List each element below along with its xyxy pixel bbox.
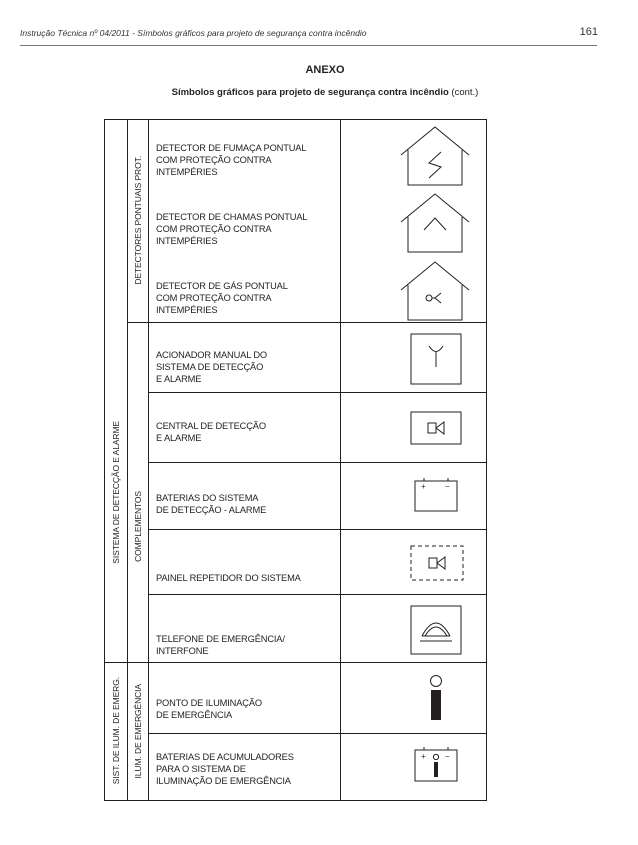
page-number: 161 — [579, 26, 598, 38]
row-description: CENTRAL DE DETECÇÃO E ALARME — [156, 421, 266, 443]
running-header — [20, 28, 598, 38]
table-border — [104, 119, 487, 120]
control-panel-icon — [410, 411, 462, 445]
page-subtitle — [0, 87, 638, 98]
column-divider — [148, 119, 149, 801]
repeater-panel-icon — [409, 544, 465, 582]
row-description: ACIONADOR MANUAL DO SISTEMA DE DETECÇÃO E ALARME — [156, 350, 267, 384]
group-label-detection-alarm: SISTEMA DE DETECÇÃO E ALARME — [110, 420, 121, 564]
row-description: DETECTOR DE CHAMAS PONTUAL COM PROTEÇÃO CONTRA INTEMPÉRIES — [156, 212, 308, 246]
table-border — [104, 800, 487, 801]
subtitle-bold: Símbolos gráficos para projeto de segurança contra incêndio — [171, 87, 449, 98]
row-description: BATERIAS DO SISTEMA DE DETECÇÃO - ALARME — [156, 493, 267, 515]
emergency-phone-icon — [410, 605, 462, 655]
svg-text:+: + — [421, 482, 426, 491]
row-description: PONTO DE ILUMINAÇÃO DE EMERGÊNCIA — [156, 698, 262, 720]
group-divider — [104, 662, 487, 663]
manual-call-point-icon — [410, 333, 462, 385]
accumulator-battery-icon — [412, 742, 460, 784]
gas-detector-weatherproof-icon — [395, 258, 475, 324]
header-rule — [20, 45, 597, 46]
row-divider — [148, 529, 487, 530]
group-label-emergency-lighting: ILUM. DE EMERGÊNCIA — [132, 683, 143, 779]
row-description: DETECTOR DE GÁS PONTUAL COM PROTEÇÃO CONTRA INTEMPÉRIES — [156, 281, 288, 315]
row-description: TELEFONE DE EMERGÊNCIA/ INTERFONE — [156, 634, 285, 656]
group-label-point-detectors: DETECTORES PONTUAIS PROT. — [132, 156, 143, 285]
group-label-complements: COMPLEMENTOS — [132, 490, 143, 562]
flame-detector-weatherproof-icon — [395, 190, 475, 258]
battery-icon — [412, 473, 460, 513]
row-description: DETECTOR DE FUMAÇA PONTUAL COM PROTEÇÃO CONTRA INTEMPÉRIES — [156, 143, 307, 177]
emergency-light-point-icon — [426, 674, 446, 722]
svg-text:−: − — [445, 482, 450, 491]
svg-text:−: − — [445, 752, 450, 761]
row-divider — [148, 733, 487, 734]
subtitle-cont: (cont.) — [451, 87, 479, 98]
row-divider — [148, 462, 487, 463]
row-description: BATERIAS DE ACUMULADORES PARA O SISTEMA DE ILUMINAÇÃO DE EMERGÊNCIA — [156, 752, 294, 786]
row-divider — [148, 594, 487, 595]
smoke-detector-weatherproof-icon — [395, 123, 475, 191]
group-label-emergency-lighting-system: SIST. DE ILUM. DE EMERG. — [110, 677, 121, 785]
row-divider — [148, 392, 487, 393]
table-border — [486, 119, 487, 801]
running-title: Instrução Técnica nº 04/2011 - Símbolos gráficos para projeto de segurança contra incêndio — [20, 28, 367, 38]
column-divider — [340, 119, 341, 801]
svg-text:+: + — [421, 752, 426, 761]
page-title: ANEXO — [305, 64, 345, 76]
row-description: PAINEL REPETIDOR DO SISTEMA — [156, 573, 301, 583]
